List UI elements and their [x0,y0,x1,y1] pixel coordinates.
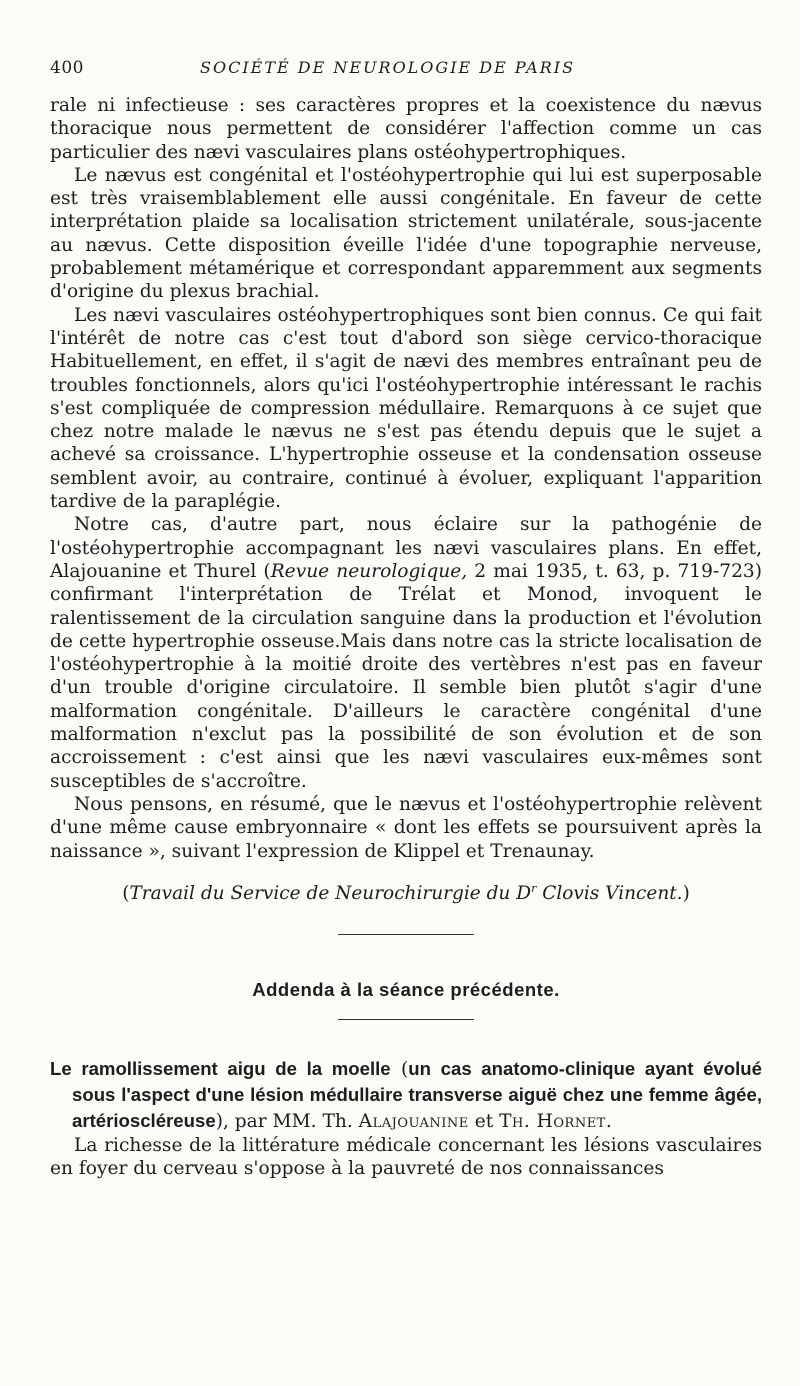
paragraph-4 [50,513,762,793]
authors-join: et [468,1110,500,1132]
author-1: Alajouanine [358,1110,469,1132]
credit-text-a: Travail du Service de Neurochirurgie du D [129,882,532,904]
article-title-paren-open: ( [390,1058,409,1080]
addenda-heading: Addenda à la séance précédente. [252,978,560,1000]
paragraph-1: rale ni infectieuse : ses caractères propres et la coexistence du nævus thoracique nous permettent de considérer l'affection comme un cas particulier des nævi vasculaires plans ostéohypertrophiques. [50,95,762,163]
article-title [50,1056,762,1134]
document-page [50,58,762,1181]
author-2: Th. Hornet [499,1110,606,1132]
section-divider [338,934,474,935]
article-title-paren-close: ), [215,1110,235,1132]
journal-citation: Revue neurologique, [270,560,468,582]
paragraph-3: Les nævi vasculaires ostéohypertrophiques sont bien connus. Ce qui fait l'intérêt de notre cas c'est tout d'abord son siège cervico-thoracique Habituellement, en effet, il s'agit de nævi des membres entraînant peu de troubles fonctionnels, alors qu'ici l'ostéohypertrophie intéressant le rachis s'est compliquée de compression médullaire. Remarquons à ce sujet que chez notre malade le nævus ne s'est pas étendu depuis que le sujet a achevé sa croissance. L'hypertrophie osseuse et la condensation osseuse semblent avoir, au contraire, continué à évoluer, expliquant l'apparition tardive de la paraplégie. [50,304,762,513]
paragraph-4-text-b: 2 mai 1935, t. 63, p. 719-723) confirmant l'interprétation de Trélat et Monod, invoquent le ralentissement de la circulation sanguine dans la production et l'évolution de cette hypertrophie osseuse.Mais dans notre cas la stricte localisation de l'ostéohypertrophie à la moitié droite des vertèbres n'est pas en faveur d'un trouble d'origine circulatoire. Il semble bien plutôt s'agir d'une malformation congénitale. D'ailleurs le caractère congénital d'une malformation n'exclut pas la possibilité de son évolution et de son accroissement : c'est ainsi que les nævi vasculaires eux-mêmes sont susceptibles de s'accroître. [50,560,762,792]
running-title: SOCIÉTÉ DE NEUROLOGIE DE PARIS [200,58,576,77]
authors-prefix: par MM. Th. [234,1110,359,1132]
page-header [50,58,762,94]
page-number: 400 [50,58,84,78]
credit-text-b: Clovis Vincent. [536,882,683,904]
credit-close-paren: ) [682,882,690,904]
paragraph-2: Le nævus est congénital et l'ostéohypertrophie qui lui est superposable est très vraisemblablement elle aussi congénitale. En faveur de cette interprétation plaide sa localisation strictement unilatérale, sous-jacente au nævus. Cette disposition éveille l'idée d'une topographie nerveuse, probablement métamérique et correspondant apparemment aux segments d'origine du plexus brachial. [50,164,762,303]
section-divider [338,1019,474,1020]
credit-superscript: r [531,881,537,895]
work-credit [50,877,762,906]
credit-open-paren: ( [122,882,130,904]
article-title-main: Le ramollissement aigu de la moelle [50,1057,391,1079]
paragraph-5: Nous pensons, en résumé, que le nævus et l'ostéohypertrophie relèvent d'une même cause embryonnaire « dont les effets se poursuivent après la naissance », suivant l'expression de Klippel et Trenaunay. [50,793,762,862]
paragraph-4-text-a: Notre cas, d'autre part, nous éclaire sur la pathogénie de l'ostéohypertrophie accompagnant les nævi vasculaires plans. En effet, Alajouanine et Thurel ( [50,514,762,582]
article-first-paragraph: La richesse de la littérature médicale concernant les lésions vasculaires en foyer du cerveau s'oppose à la pauvreté de nos connaissances [50,1134,762,1180]
authors-end: . [605,1110,612,1132]
article-title-sub: un cas anatomo-clinique ayant évolué sous l'aspect d'une lésion médullaire transverse aiguë chez une femme âgée, artérioscléreuse [72,1057,762,1131]
